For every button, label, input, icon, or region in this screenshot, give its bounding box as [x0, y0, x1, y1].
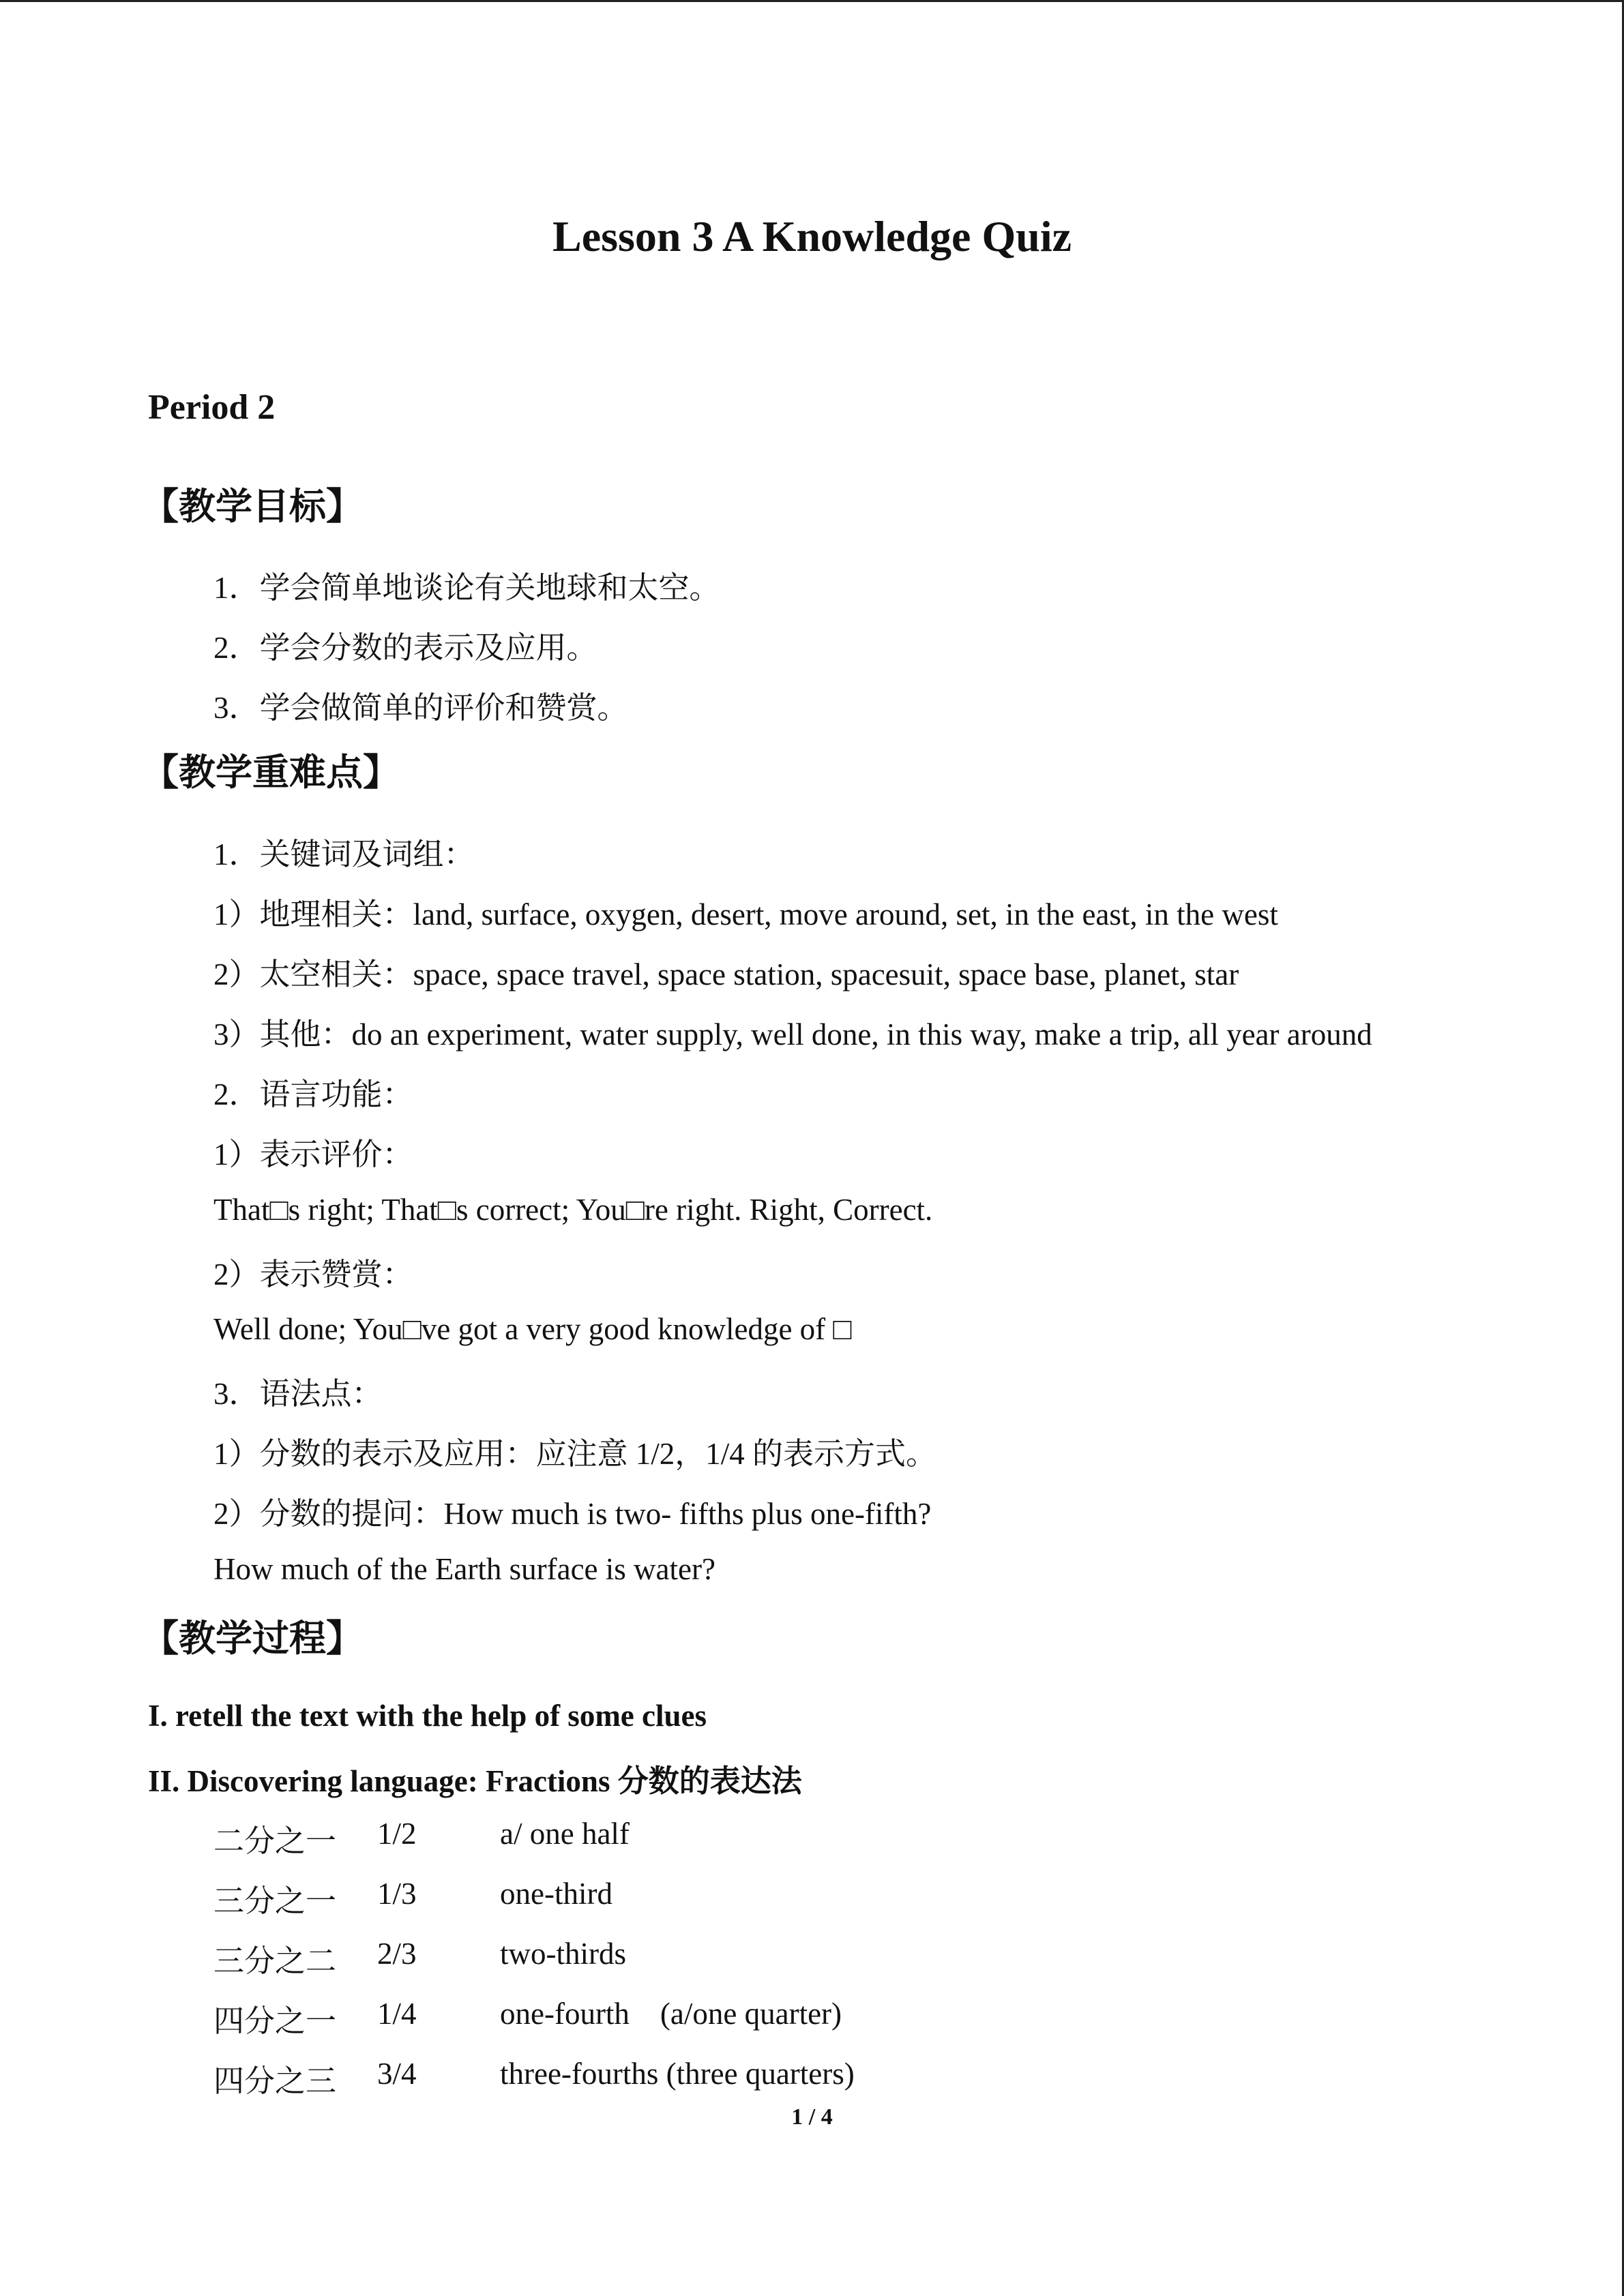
fraction-english: one-third	[500, 1877, 612, 1911]
period-label: Period 2	[148, 388, 276, 427]
objective-item: 1．学会简单地谈论有关地球和太空。	[213, 571, 720, 605]
heading-process: 【教学过程】	[142, 1617, 363, 1660]
fraction-chinese: 三分之二	[213, 1944, 337, 1978]
fraction-chinese: 二分之一	[213, 1824, 337, 1858]
key-point-item: 3．语法点：	[213, 1377, 383, 1411]
objective-item: 2．学会分数的表示及应用。	[213, 631, 597, 665]
fraction-english: three-fourths (three quarters)	[500, 2057, 855, 2091]
fraction-number: 2/3	[377, 1937, 417, 1971]
key-point-item: 1）分数的表示及应用：应注意 1/2，1/4 的表示方式。	[213, 1437, 937, 1471]
fraction-english: two-thirds	[500, 1937, 626, 1971]
process-step: II. Discovering language: Fractions 分数的表达法	[148, 1764, 802, 1798]
page-number: 1 / 4	[791, 2104, 833, 2130]
process-step: I. retell the text with the help of some clues	[148, 1699, 707, 1733]
fraction-english: one-fourth (a/one quarter)	[500, 1997, 842, 2031]
fraction-english: a/ one half	[500, 1817, 630, 1851]
fraction-chinese: 三分之一	[213, 1884, 337, 1918]
key-point-item: 1．关键词及词组：	[213, 837, 475, 871]
heading-objectives: 【教学目标】	[142, 485, 363, 528]
key-point-item: 2）分数的提问：How much is two- fifths plus one-fifth?	[213, 1497, 932, 1531]
page-title: Lesson 3 A Knowledge Quiz	[552, 212, 1072, 260]
fraction-number: 3/4	[377, 2057, 417, 2091]
key-point-item: 1）地理相关：land, surface, oxygen, desert, move around, set, in the east, in the west	[213, 897, 1278, 931]
fraction-chinese: 四分之一	[213, 2004, 337, 2038]
heading-key-points: 【教学重难点】	[142, 751, 400, 794]
fraction-number: 1/3	[377, 1877, 417, 1911]
key-point-item: 1）表示评价：	[213, 1137, 413, 1172]
fraction-number: 1/2	[377, 1817, 417, 1851]
key-point-item: How much of the Earth surface is water?	[213, 1552, 715, 1586]
key-point-item: 2．语言功能：	[213, 1077, 413, 1112]
fraction-number: 1/4	[377, 1997, 417, 2031]
objective-item: 3．学会做简单的评价和赞赏。	[213, 691, 628, 725]
key-point-item: That□s right; That□s correct; You□re right. Right, Correct.	[213, 1193, 933, 1227]
fraction-chinese: 四分之三	[213, 2064, 337, 2098]
key-point-item: Well done; You□ve got a very good knowledge of □	[213, 1312, 852, 1346]
key-point-item: 2）表示赞赏：	[213, 1257, 413, 1292]
key-point-item: 3）其他：do an experiment, water supply, well done, in this way, make a trip, all year around	[213, 1017, 1372, 1052]
key-point-item: 2）太空相关：space, space travel, space station, spacesuit, space base, planet, star	[213, 957, 1239, 992]
